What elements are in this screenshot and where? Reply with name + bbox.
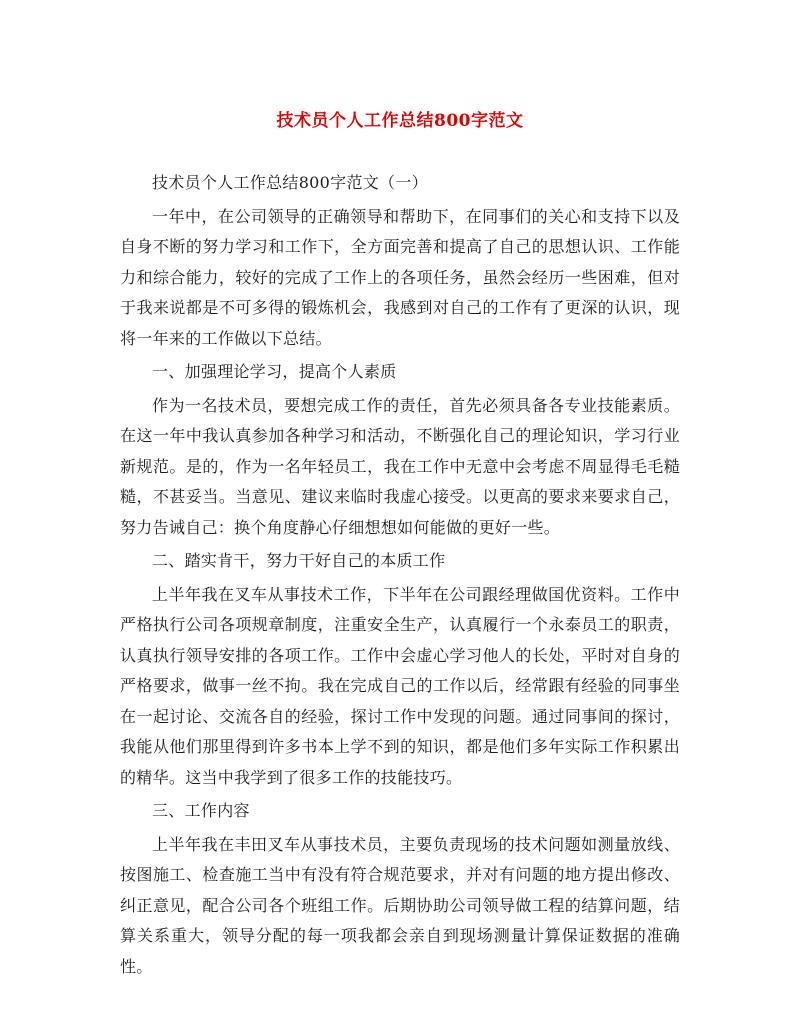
section-heading-2: 二、踏实肯干，努力干好自己的本质工作 [152,551,446,570]
paragraph-intro: 一年中，在公司领导的正确领导和帮助下，在同事们的关心和支持下以及自身不断的努力学习和工作下，全方面完善和提高了自己的思想认识、工作能力和综合能力，较好的完成了工作上的各项任务，虽然会经历一些困难，但对于我来说都是不可多得的锻炼机会，我感到对自己的工作有了更深的认识，现将一年来的工作做以下总结。 [120,206,680,348]
section-heading-3: 三、工作内容 [152,801,250,820]
document-body [120,168,680,985]
section-heading-1: 一、加强理论学习，提高个人素质 [152,362,397,381]
paragraph-section-3: 上半年我在丰田叉车从事技术员，主要负责现场的技术问题如测量放线、按图施工、检查施工当中有没有符合规范要求，并对有问题的地方提出修改、纠正意见，配合公司各个班组工作。后期协助公司领导做工程的结算问题，结算关系重大，领导分配的每一项我都会亲自到现场测量计算保证数据的准确性。 [120,834,680,976]
paragraph-section-2: 上半年我在叉车从事技术工作，下半年在公司跟经理做国优资料。工作中严格执行公司各项规章制度，注重安全生产，认真履行一个永泰员工的职责，认真执行领导安排的各项工作。工作中会虚心学习他人的长处，平时对自身的严格要求，做事一丝不拘。我在完成自己的工作以后，经常跟有经验的同事坐在一起讨论、交流各自的经验，探讨工作中发现的问题。通过同事间的探讨，我能从他们那里得到许多书本上学不到的知识，都是他们多年实际工作积累出的精华。这当中我学到了很多工作的技能技巧。 [120,584,680,787]
paragraph-section-1: 作为一名技术员，要想完成工作的责任，首先必须具备各专业技能素质。在这一年中我认真参加各种学习和活动，不断强化自己的理论知识，学习行业新规范。是的，作为一名年轻员工，我在工作中无意中会考虑不周显得毛毛糙糙，不甚妥当。当意见、建议来临时我虚心接受。以更高的要求来要求自己，努力告诫自己：换个角度静心仔细想想如何能做的更好一些。 [120,395,680,537]
document-subtitle: 技术员个人工作总结800字范文（一） [152,173,428,192]
document-title: 技术员个人工作总结800字范文 [276,111,524,131]
